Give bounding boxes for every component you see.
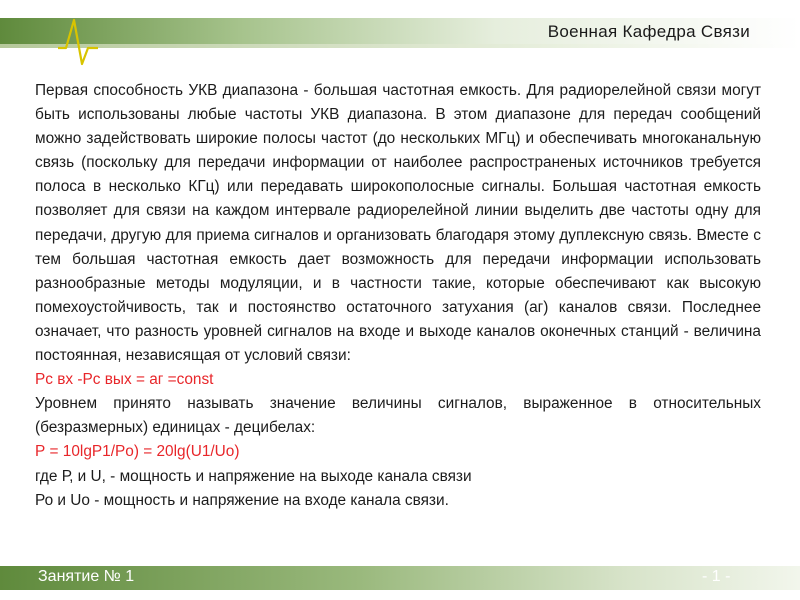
formula-decibel: Р = 10lgP1/Po) = 20lg(U1/Uo) xyxy=(35,443,240,461)
main-paragraph: Первая способность УКВ диапазона - большая частотная емкость. Для радиорелейной связи могут быть использованы любые частоты УКВ диапазона. В этом диапазоне для передач сообщений можно задействовать широкие полосы частот (до нескольких МГц) и обеспечивать многоканальную связь (поскольку для передачи информации от наиболее распространеных источников требуется полоса в несколько КГц) или передавать широкополосные сигналы. Большая частотная емкость позволяет для связи на каждом интервале радиорелейной линии выделить две частоты одну для передачи, другую для приема сигналов и организовать благодаря этому дуплексную связь. Вместе с тем большая частотная емкость дает возможность для передачи информации использовать разнообразные методы модуляции, и в частности такие, которые обеспечивают как высокую помехоустойчивость, так и постоянство остаточного затухания (аг) каналов связи. Последнее означает, что разность уровней сигналов на входе и выходе каналов оконечных станций - величина постоянная, независящая от условий связи: xyxy=(35,82,761,365)
definition-output: где Р, и U, - мощность и напряжение на выходе канала связи xyxy=(35,467,472,485)
level-definition-paragraph: Уровнем принято называть значение величины сигналов, выраженное в относительных (безразмерных) единицах - децибелах: xyxy=(35,395,761,437)
page-number: - 1 - xyxy=(702,568,731,585)
formula-level-difference: Рс вх -Рс вых = аг =const xyxy=(35,371,214,389)
definition-input: Ро и Uо - мощность и напряжение на входе канала связи. xyxy=(35,491,449,509)
signal-pulse-icon xyxy=(58,12,98,72)
header-title: Военная Кафедра Связи xyxy=(547,22,750,41)
footer-lesson: Занятие № 1 xyxy=(38,568,135,585)
slide-body xyxy=(35,79,761,513)
header-underline xyxy=(0,44,800,48)
